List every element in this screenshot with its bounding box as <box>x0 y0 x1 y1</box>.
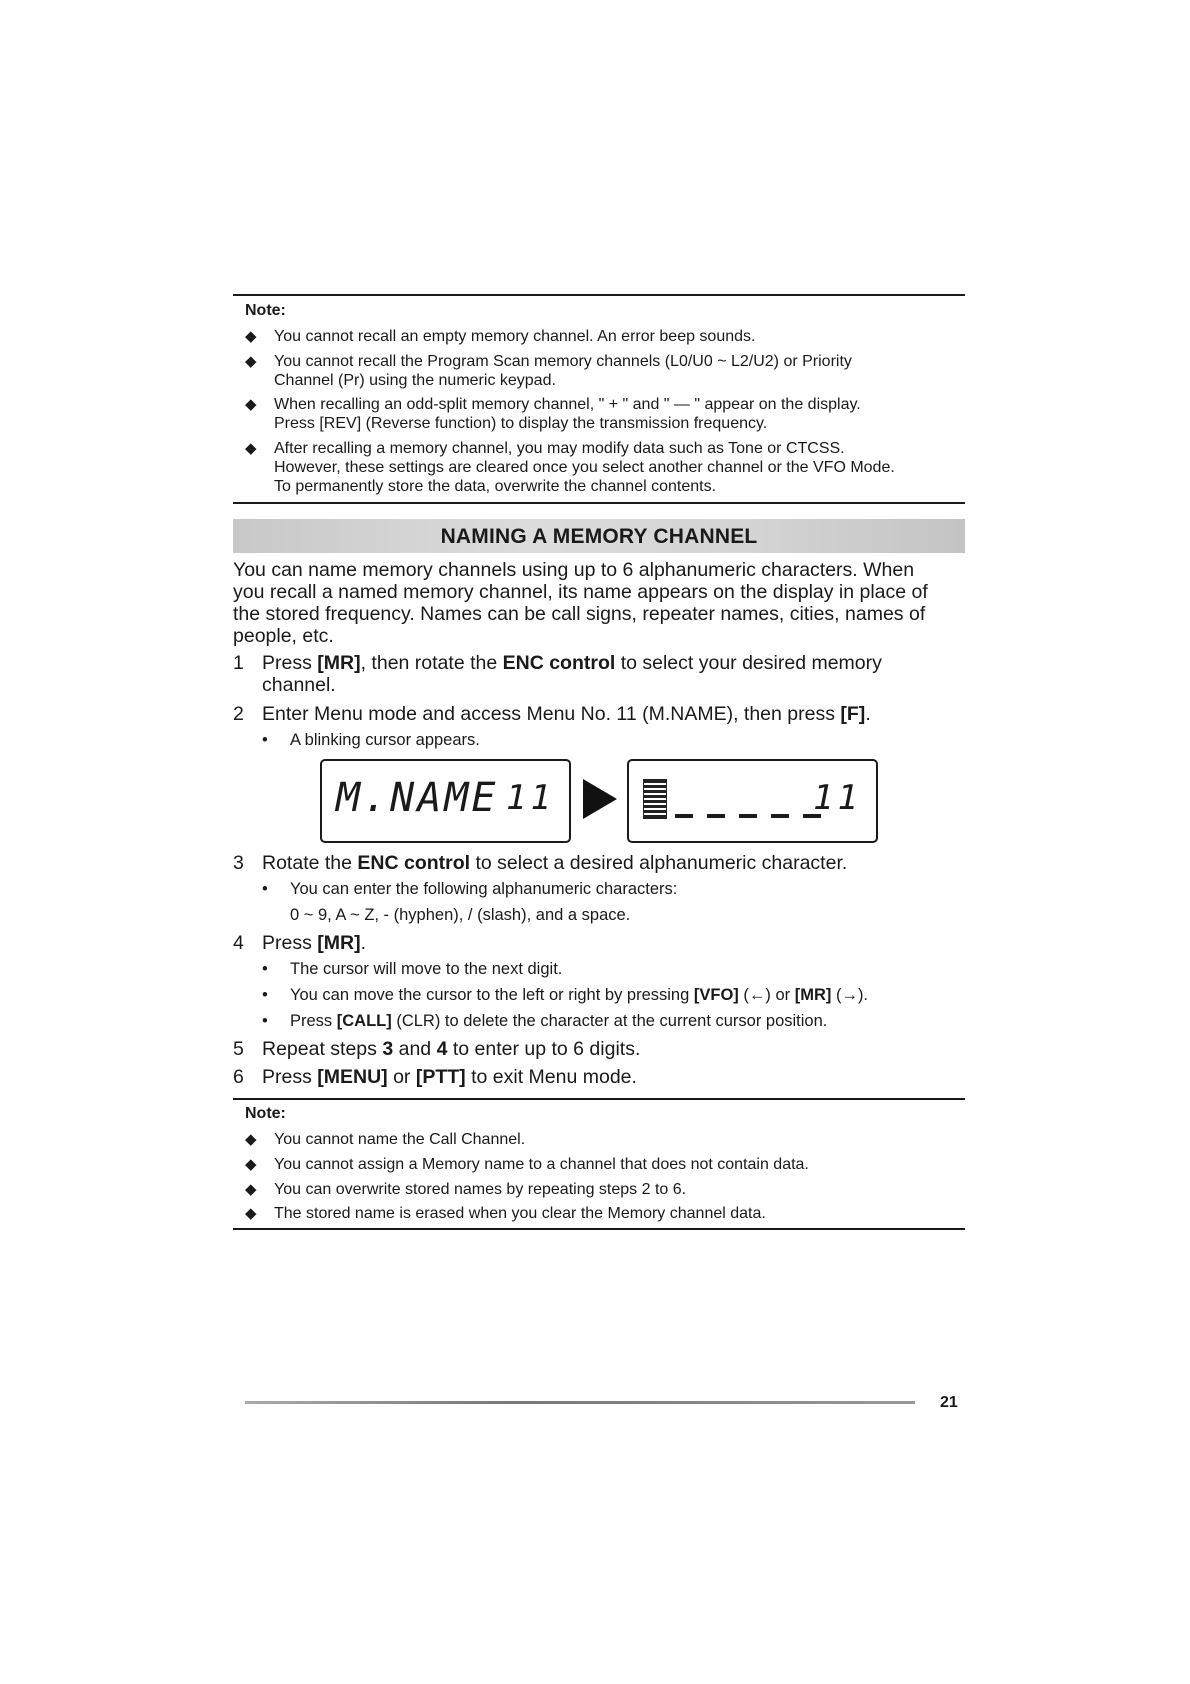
note-text: You can overwrite stored names by repeating steps 2 to 6. <box>274 1181 687 1198</box>
note-top-rule <box>233 1098 965 1100</box>
note-item <box>245 327 945 346</box>
step-4 <box>233 932 963 954</box>
diamond-bullet-icon: ◆ <box>245 353 257 370</box>
dot-bullet-icon: • <box>262 1012 268 1030</box>
step-text: Press [MR], then rotate the ENC control to select your desired memory <box>262 652 882 674</box>
step-number: 5 <box>233 1038 244 1060</box>
note-item <box>245 1155 945 1174</box>
intro-line: You can name memory channels using up to 6 alphanumeric characters. When <box>233 559 915 581</box>
sub-text: A blinking cursor appears. <box>290 731 480 749</box>
page-number: 21 <box>940 1394 958 1411</box>
step-3-sub-detail <box>262 906 962 925</box>
diamond-bullet-icon: ◆ <box>245 328 257 345</box>
step-3 <box>233 852 963 874</box>
note-bottom-rule <box>233 502 965 504</box>
sub-text: You can move the cursor to the left or right by pressing [VFO] (←) or [MR] (→). <box>290 986 869 1004</box>
diamond-bullet-icon: ◆ <box>245 1131 257 1148</box>
note-text: You cannot name the Call Channel. <box>274 1131 526 1148</box>
note-bottom-rule <box>233 1228 965 1230</box>
step-4-sub <box>262 986 962 1005</box>
step-text: Rotate the ENC control to select a desired alphanumeric character. <box>262 852 848 874</box>
step-text: channel. <box>262 674 336 696</box>
note-item <box>245 439 945 496</box>
intro-line: people, etc. <box>233 625 334 647</box>
note-text: The stored name is erased when you clear the Memory channel data. <box>274 1205 766 1222</box>
diamond-bullet-icon: ◆ <box>245 1156 257 1173</box>
lcd-display-after <box>627 759 878 843</box>
step-number: 2 <box>233 703 244 725</box>
lcd-channel: 11 <box>813 778 862 818</box>
step-text: Press [MENU] or [PTT] to exit Menu mode. <box>262 1066 637 1088</box>
footer-rule <box>245 1401 915 1404</box>
section-title: NAMING A MEMORY CHANNEL <box>440 525 758 548</box>
note-item <box>245 1204 945 1223</box>
note-text: When recalling an odd-split memory channel, " + " and " — " appear on the display. <box>274 396 861 413</box>
lcd-channel: 11 <box>506 778 555 818</box>
dot-bullet-icon: • <box>262 960 268 978</box>
diamond-bullet-icon: ◆ <box>245 1205 257 1222</box>
diamond-bullet-icon: ◆ <box>245 1181 257 1198</box>
dot-bullet-icon: • <box>262 731 268 749</box>
note-heading: Note: <box>245 1105 286 1122</box>
note-item <box>245 1180 945 1199</box>
diamond-bullet-icon: ◆ <box>245 396 257 413</box>
note-heading: Note: <box>245 302 286 319</box>
step-text: Repeat steps 3 and 4 to enter up to 6 digits. <box>262 1038 641 1060</box>
step-number: 6 <box>233 1066 244 1088</box>
step-text: Enter Menu mode and access Menu No. 11 (M.NAME), then press [F]. <box>262 703 871 725</box>
note-top-rule <box>233 294 965 296</box>
note-text: You cannot assign a Memory name to a channel that does not contain data. <box>274 1156 809 1173</box>
arrow-right-icon <box>583 779 617 819</box>
step-4-sub <box>262 960 962 979</box>
note-text: After recalling a memory channel, you may modify data such as Tone or CTCSS. <box>274 440 845 457</box>
intro-line: you recall a named memory channel, its name appears on the display in place of <box>233 581 928 603</box>
note-item <box>245 395 945 433</box>
step-1 <box>233 652 963 696</box>
sub-text: Press [CALL] (CLR) to delete the character at the current cursor position. <box>290 1012 828 1030</box>
step-number: 1 <box>233 652 244 674</box>
step-5 <box>233 1038 963 1060</box>
note-text: Channel (Pr) using the numeric keypad. <box>274 372 556 389</box>
note-text: To permanently store the data, overwrite the channel contents. <box>274 478 717 495</box>
lcd-display-before <box>320 759 571 843</box>
note-text: You cannot recall an empty memory channel. An error beep sounds. <box>274 328 756 345</box>
intro-line: the stored frequency. Names can be call signs, repeater names, cities, names of <box>233 603 926 625</box>
note-item <box>245 1130 945 1149</box>
step-3-sub <box>262 880 962 899</box>
note-item <box>245 352 945 390</box>
sub-text: The cursor will move to the next digit. <box>290 960 563 978</box>
step-number: 3 <box>233 852 244 874</box>
step-4-sub <box>262 1012 962 1031</box>
note-text: Press [REV] (Reverse function) to display the transmission frequency. <box>274 415 768 432</box>
lcd-text: M.NAME <box>336 775 499 821</box>
step-number: 4 <box>233 932 244 954</box>
intro-paragraph <box>233 559 968 647</box>
sub-text: 0 ~ 9, A ~ Z, - (hyphen), / (slash), and a space. <box>290 906 631 924</box>
diamond-bullet-icon: ◆ <box>245 440 257 457</box>
blinking-cursor-icon <box>643 779 667 819</box>
step-2 <box>233 703 963 725</box>
step-6 <box>233 1066 963 1088</box>
note-text: You cannot recall the Program Scan memory channels (L0/U0 ~ L2/U2) or Priority <box>274 353 852 370</box>
step-text: Press [MR]. <box>262 932 367 954</box>
section-banner <box>233 519 965 553</box>
note-text: However, these settings are cleared once you select another channel or the VFO Mode. <box>274 459 895 476</box>
dot-bullet-icon: • <box>262 880 268 898</box>
sub-text: You can enter the following alphanumeric characters: <box>290 880 678 898</box>
dot-bullet-icon: • <box>262 986 268 1004</box>
step-2-sub <box>262 731 962 750</box>
lcd-empty-digits <box>675 805 835 823</box>
